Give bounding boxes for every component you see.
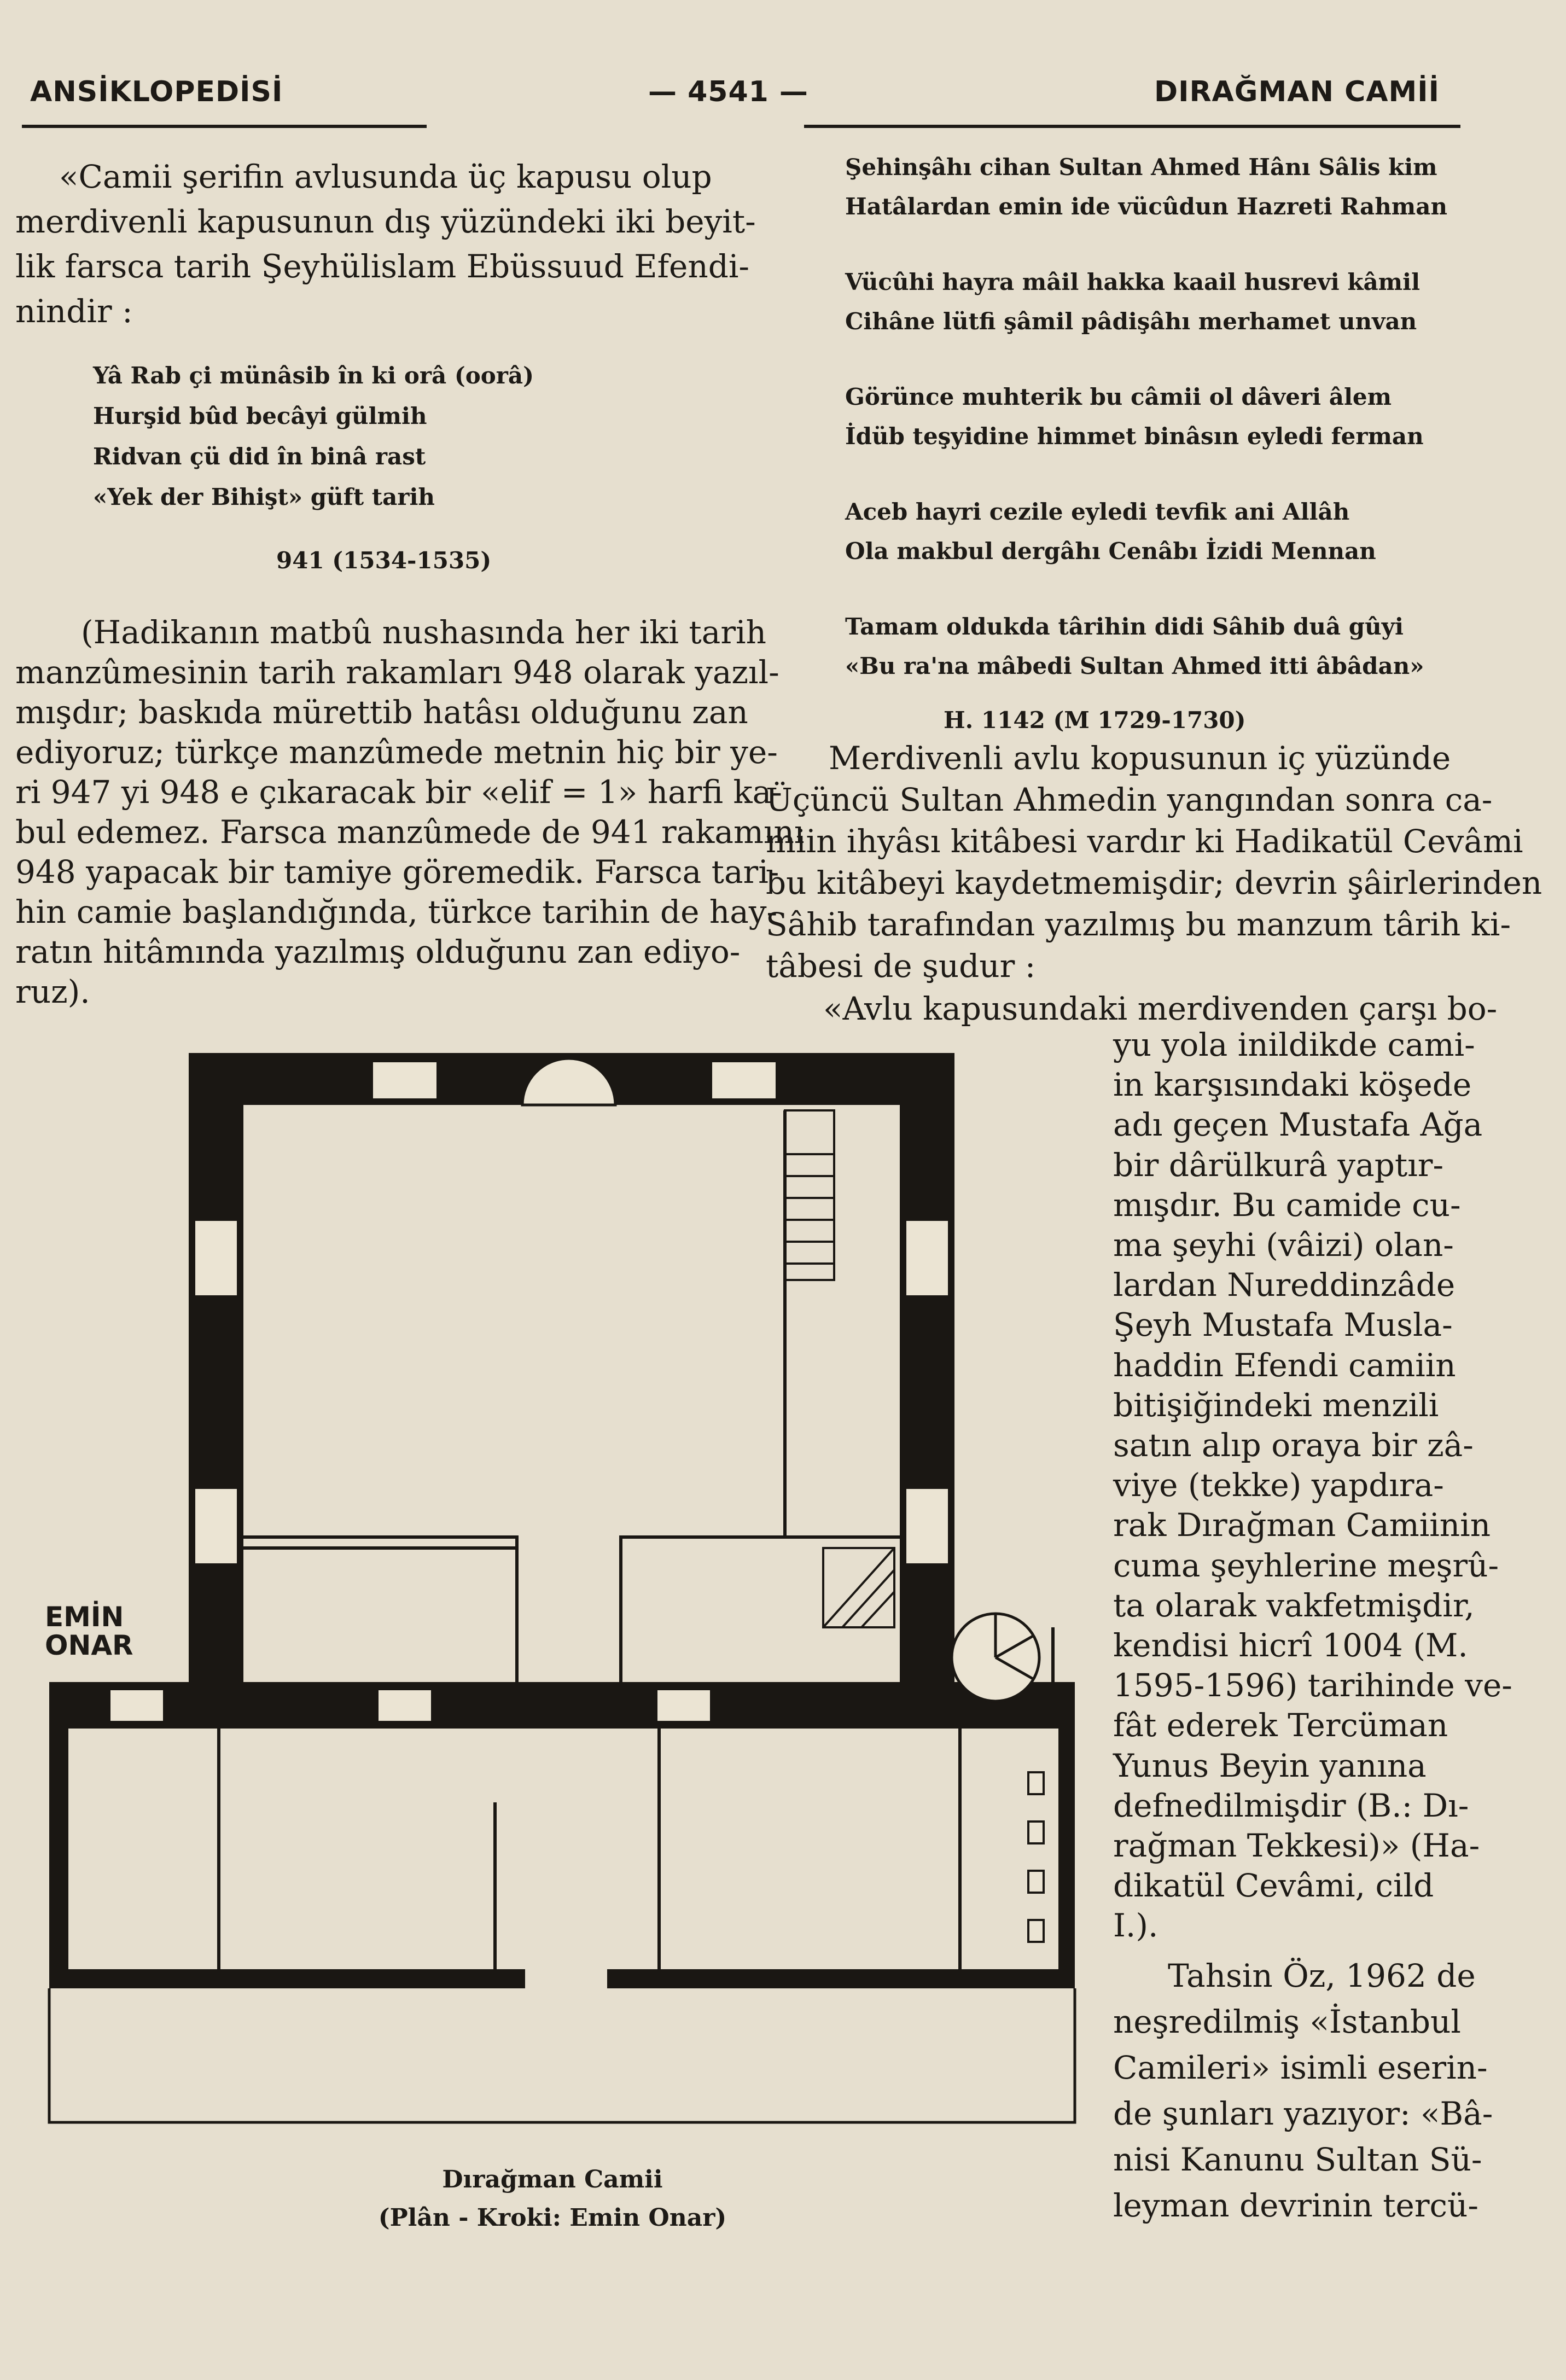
text-line: Merdivenli avlu kopusunun iç yüzünde	[829, 740, 1451, 777]
text-line: yu yola inildikde cami-	[1113, 1026, 1475, 1063]
text-line: nindir :	[15, 293, 133, 330]
para2-first-line: «Avlu kapusundaki merdivenden çarşı bo-	[823, 990, 1498, 1027]
text-line: ruz).	[15, 973, 90, 1010]
poem-line: Ridvan çü did în binâ rast	[93, 443, 426, 470]
plan-corner-stairs	[823, 1548, 894, 1627]
text-line: rağman Tekkesi)» (Ha-	[1113, 1827, 1480, 1865]
poem-line: «Yek der Bihişt» güft tarih	[93, 484, 435, 510]
text-line: mışdır. Bu camide cu-	[1113, 1186, 1461, 1224]
plan-minbar-stairs	[785, 1110, 834, 1280]
text-line: leyman devrinin tercü-	[1113, 2187, 1478, 2224]
text-line: ma şeyhi (vâizi) olan-	[1113, 1226, 1454, 1264]
plan-window	[711, 1061, 777, 1099]
text-line: Tahsin Öz, 1962 de	[1168, 1957, 1476, 1994]
poem-line: Ola makbul dergâhı Cenâbı İzidi Mennan	[845, 538, 1376, 565]
plan-window	[194, 1220, 238, 1296]
caption-credit: (Plân - Kroki: Emin Onar)	[378, 2204, 727, 2232]
plan-minaret	[952, 1614, 1039, 1701]
plan-window	[109, 1689, 164, 1722]
plan-wall-west	[189, 1053, 243, 1687]
header-article-title: DIRAĞMAN CAMİİ	[1154, 75, 1440, 108]
text-line: hin camie başlandığında, türkce tarihin de hay-	[15, 893, 778, 930]
text-line: de şunları yazıyor: «Bâ-	[1113, 2095, 1493, 2132]
text-line: manzûmesinin tarih rakamları 948 olarak yazıl-	[15, 654, 779, 691]
text-line: cuma şeyhlerine meşrû-	[1113, 1546, 1499, 1584]
plan-window	[377, 1689, 432, 1722]
text-line: miin ihyâsı kitâbesi vardır ki Hadikatül Cevâmi	[766, 823, 1523, 860]
header-page-number: — 4541 —	[648, 75, 808, 108]
text-line: Şeyh Mustafa Musla-	[1113, 1306, 1453, 1344]
plan-portico	[49, 1988, 1075, 2122]
plan-window	[1028, 1920, 1044, 1942]
plan-wall-south-right	[607, 1969, 1075, 1988]
plan-window	[1028, 1871, 1044, 1893]
text-line: tâbesi de şudur :	[766, 947, 1036, 985]
plan-window	[1028, 1822, 1044, 1843]
plan-window	[656, 1689, 711, 1722]
text-line: adı geçen Mustafa Ağa	[1113, 1106, 1483, 1144]
text-line: mışdır; baskıda mürettib hatâsı olduğunu zan	[15, 694, 748, 731]
text-line: kendisi hicrî 1004 (M.	[1113, 1627, 1468, 1665]
text-line: Üçüncü Sultan Ahmedin yangından sonra ca-	[766, 781, 1493, 818]
text-line: fât ederek Tercüman	[1113, 1707, 1448, 1744]
text-line: ratın hitâmında yazılmış olduğunu zan ediyo-	[15, 933, 741, 970]
text-line: lardan Nureddinzâde	[1113, 1266, 1456, 1304]
text-line: merdivenli kapusunun dış yüzündeki iki beyit-	[15, 203, 756, 240]
poem-line: Tamam oldukda târihin didi Sâhib duâ gûyi	[845, 613, 1404, 640]
poem-line: Cihâne lütfi şâmil pâdişâhı merhamet unvan	[845, 308, 1417, 335]
text-line: lik farsca tarih Şeyhülislam Ebüssuud Efendi-	[15, 248, 750, 285]
plan-wall-annex-north	[49, 1682, 1075, 1729]
text-line: satın alıp oraya bir zâ-	[1113, 1427, 1474, 1464]
text-line: viye (tekke) yapdıra-	[1113, 1467, 1444, 1504]
poem-line: İdüb teşyidine himmet binâsın eyledi ferman	[845, 423, 1424, 450]
text-line: Yunus Beyin yanına	[1113, 1747, 1427, 1784]
text-line: 1595-1596) tarihinde ve-	[1113, 1667, 1512, 1704]
header-section-title: ANSİKLOPEDİSİ	[30, 75, 283, 108]
text-line: rak Dırağman Camiinin	[1113, 1506, 1491, 1544]
text-line: 948 yapacak bir tamiye göremedik. Farsca tari-	[15, 853, 779, 891]
turkish-date: H. 1142 (M 1729-1730)	[944, 707, 1246, 734]
text-line: bitişiğindeki menzili	[1113, 1386, 1439, 1424]
plan-window	[905, 1488, 949, 1564]
text-line: defnedilmişdir (B.: Dı-	[1113, 1787, 1469, 1824]
text-line: haddin Efendi camiin	[1113, 1346, 1456, 1384]
poem-line: Hatâlardan emin ide vücûdun Hazreti Rahman	[845, 193, 1447, 220]
text-line: in karşısındaki köşede	[1113, 1066, 1472, 1104]
text-line: bir dârülkurâ yaptır-	[1113, 1146, 1444, 1184]
text-line: «Camii şerifin avlusunda üç kapusu olup	[59, 158, 712, 195]
poem-line: Hurşid bûd becâyi gülmih	[93, 403, 427, 429]
poem-line: Vücûhi hayra mâil hakka kaail husrevi kâmil	[845, 269, 1421, 295]
poem-line: «Bu ra'na mâbedi Sultan Ahmed itti âbâdan»	[845, 653, 1424, 679]
plan-window	[905, 1220, 949, 1296]
text-line: neşredilmiş «İstanbul	[1113, 2003, 1461, 2040]
text-line: ri 947 yi 948 e çıkaracak bir «elif = 1» harfi ka-	[15, 773, 782, 811]
text-line: bu kitâbeyi kaydetmemişdir; devrin şâirlerinden	[766, 864, 1542, 901]
plan-partition-left	[243, 1537, 517, 1682]
plan-wall-annex-east	[1058, 1682, 1075, 1988]
plan-wall-east	[900, 1053, 954, 1687]
plan-wall-annex-west	[49, 1682, 68, 1988]
poem-line: Yâ Rab çi münâsib în ki orâ (oorâ)	[93, 362, 534, 389]
poem-line: Aceb hayri cezile eyledi tevfik ani Allâh	[845, 498, 1350, 525]
text-line: ta olarak vakfetmişdir,	[1113, 1586, 1475, 1624]
text-line: bul edemez. Farsca manzûmede de 941 rakamını	[15, 813, 805, 851]
text-line: nisi Kanunu Sultan Sü-	[1113, 2141, 1482, 2178]
persian-date: 941 (1534-1535)	[276, 547, 492, 574]
plan-window	[194, 1488, 238, 1564]
text-line: (Hadikanın matbû nushasında her iki tarih	[81, 614, 766, 651]
text-line: Sâhib tarafından yazılmış bu manzum târih ki-	[766, 906, 1511, 943]
plan-window	[372, 1061, 438, 1099]
plan-window	[1028, 1772, 1044, 1794]
plan-wall-south-left	[49, 1969, 525, 1988]
figure-caption	[306, 2161, 799, 2237]
text-line: Camileri» isimli eserin-	[1113, 2049, 1488, 2086]
text-line: I.).	[1113, 1907, 1159, 1945]
poem-line: Görünce muhterik bu câmii ol dâveri âlem	[845, 383, 1392, 410]
architect-signature: EMİN ONAR	[45, 1601, 133, 1661]
text-line: dikatül Cevâmi, cild	[1113, 1867, 1434, 1905]
caption-title: Dırağman Camii	[442, 2166, 663, 2193]
text-line: ediyoruz; türkçe manzûmede metnin hiç bir ye-	[15, 734, 778, 771]
poem-line: Şehinşâhı cihan Sultan Ahmed Hânı Sâlis kim	[845, 154, 1437, 181]
